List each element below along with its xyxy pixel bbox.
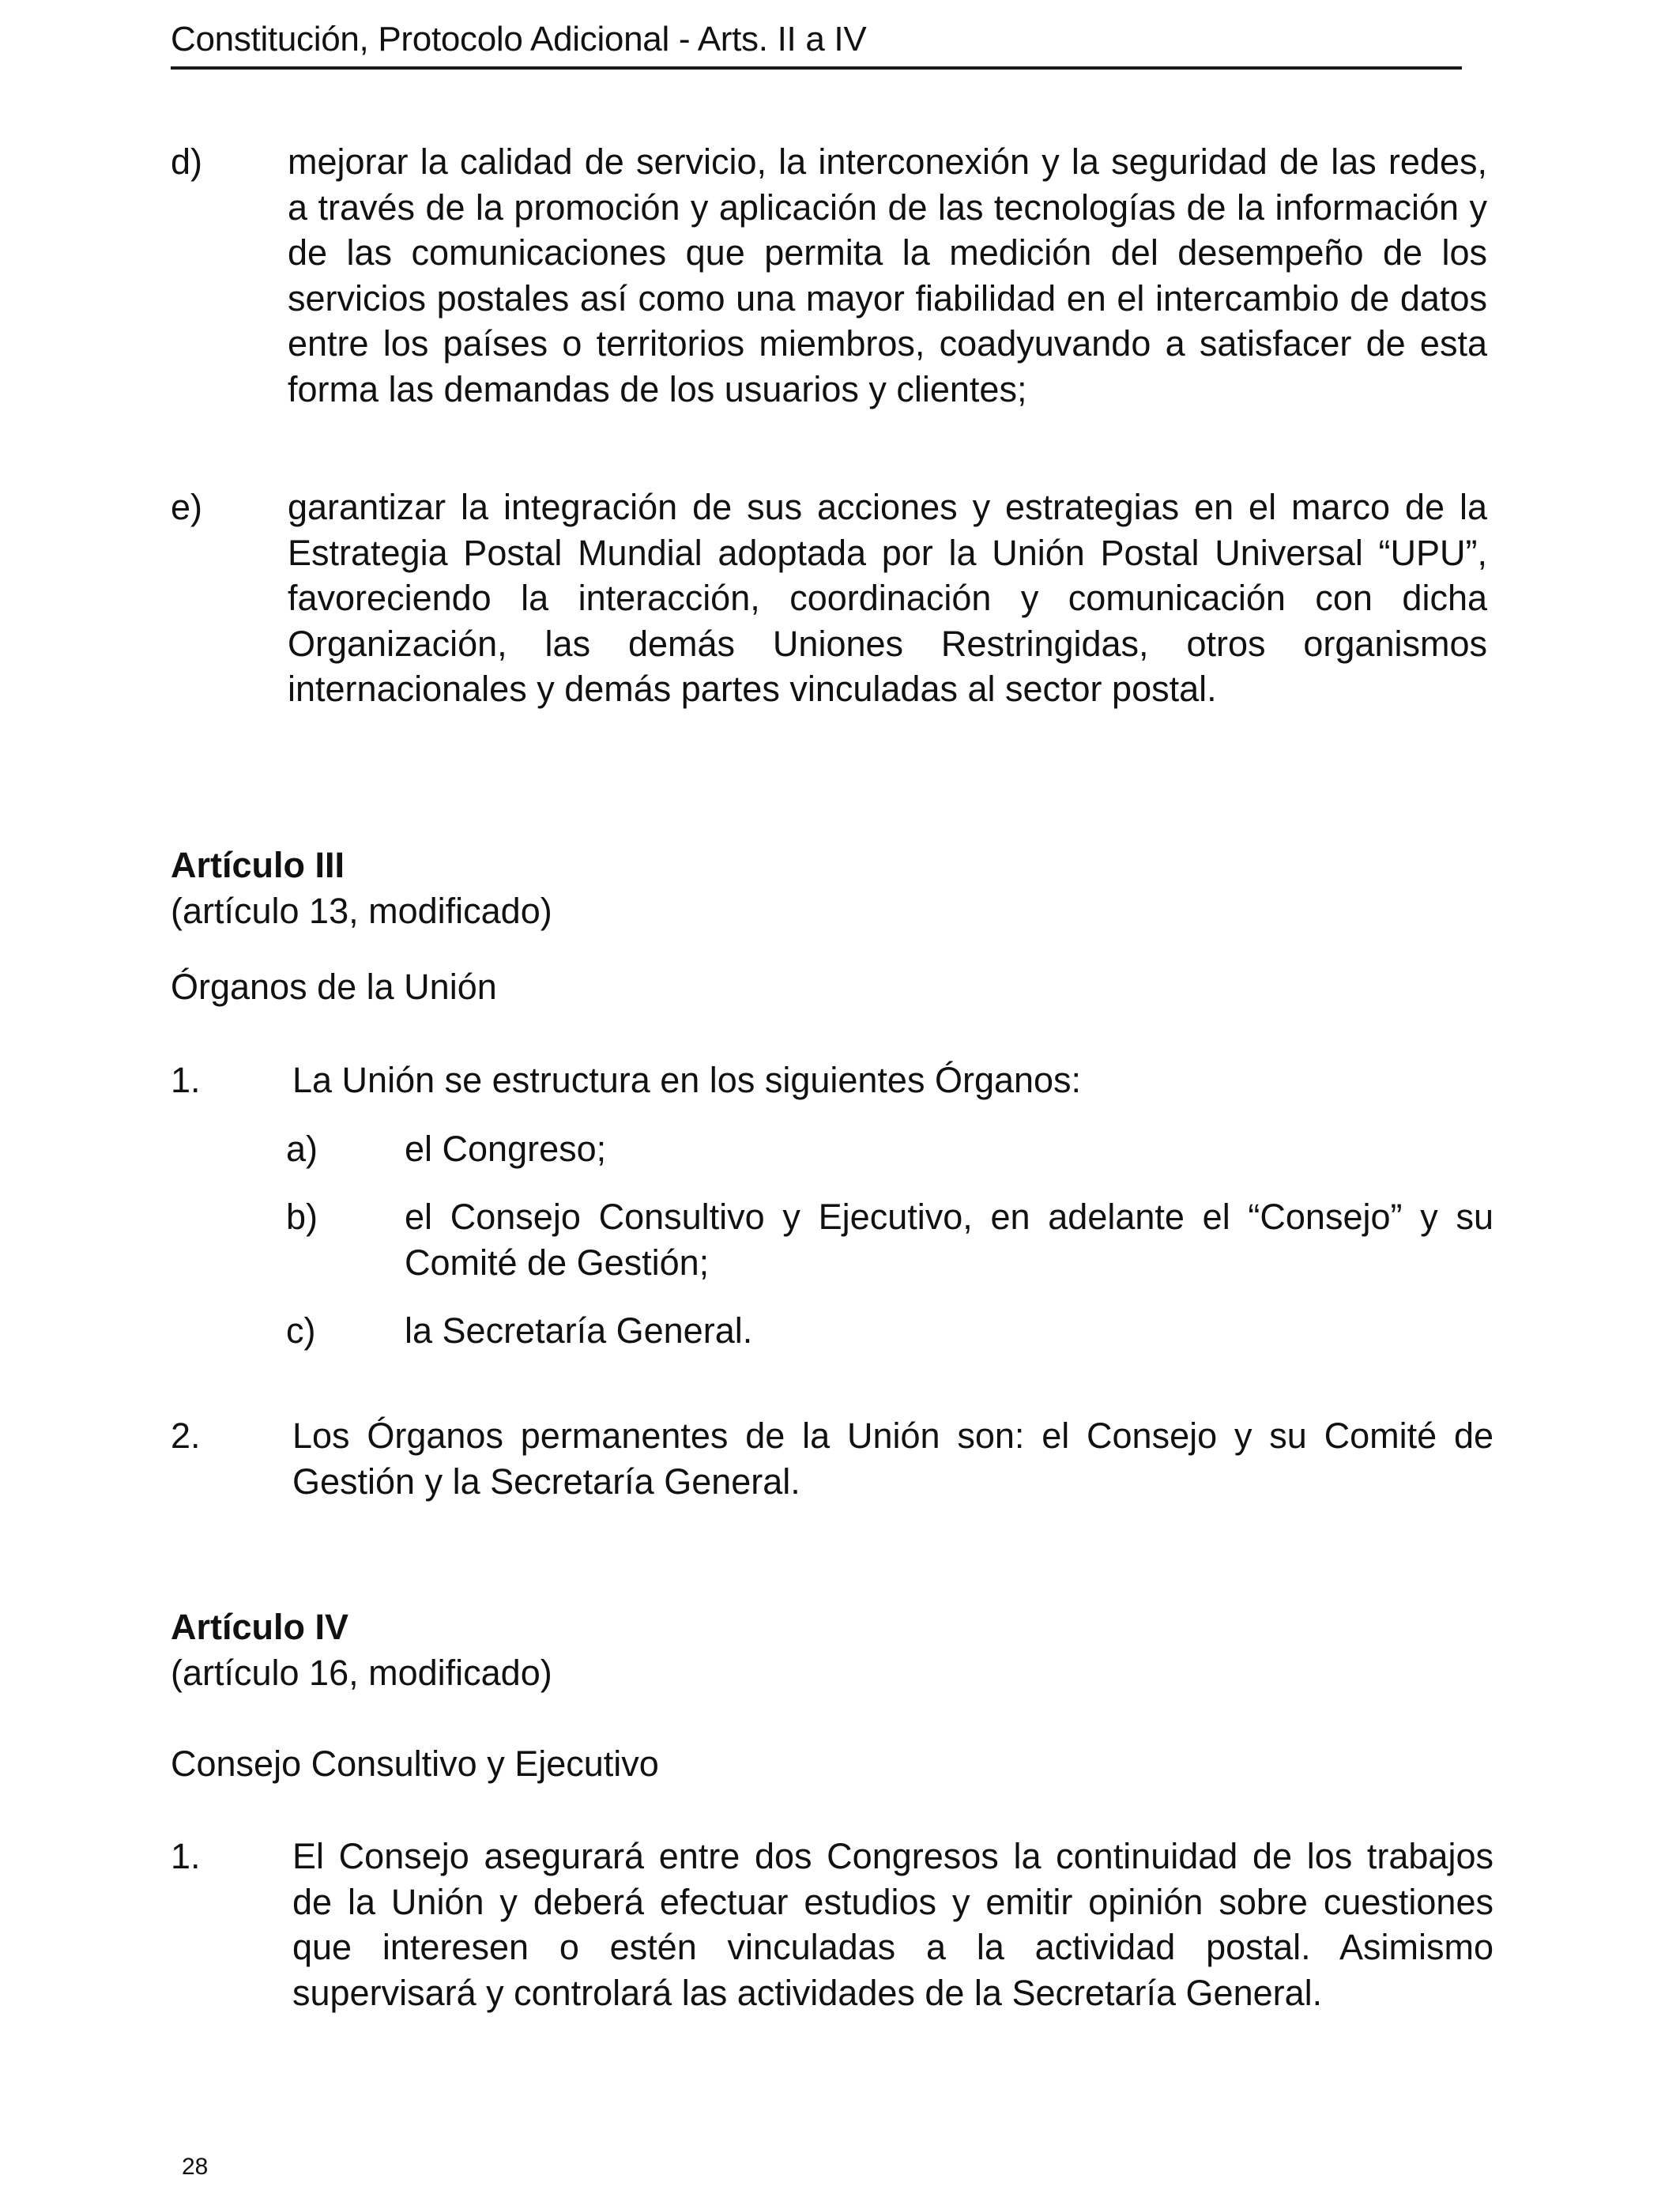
- article-3-title: Órganos de la Unión: [171, 967, 497, 1007]
- article-4-title: Consejo Consultivo y Ejecutivo: [171, 1744, 659, 1784]
- article-3-item-2-text: Los Órganos permanentes de la Unión son: el Consejo y su Comité de Gestión y la Secretaría General.: [292, 1416, 1494, 1502]
- item-d-label: d): [171, 141, 203, 182]
- article-4-item-1-text: El Consejo asegurará entre dos Congresos la continuidad de los trabajos de la Unión y deberá efectuar estudios y emitir opinión sobre cuestiones que interesen o estén vinculadas a la actividad postal. Asimismo supervisará y controlará las actividades de la Secretaría General.: [292, 1836, 1494, 2013]
- article-3-heading: Artículo III: [171, 845, 345, 885]
- article-3-subheading: (artículo 13, modificado): [171, 891, 552, 931]
- article-3-subitem-b-label: b): [286, 1197, 318, 1237]
- page-number: 28: [182, 2154, 209, 2180]
- article-3-item-1-text: La Unión se estructura en los siguientes Órganos:: [292, 1060, 1082, 1100]
- article-3-subitem-c-text: la Secretaría General.: [405, 1310, 753, 1351]
- item-d-text: mejorar la calidad de servicio, la interconexión y la seguridad de las redes, a través de la promoción y aplicación de las tecnologías de la información y de las comunicaciones que permita la medición del desempeño de los servicios postales así como una mayor fiabilidad en el intercambio de datos entre los países o territorios miembros, coadyuvando a satisfacer de esta forma las demandas de los usuarios y clientes;: [288, 141, 1487, 409]
- article-3-subitem-c-label: c): [286, 1310, 316, 1351]
- article-3-subitem-a-text: el Congreso;: [405, 1129, 607, 1169]
- item-e-label: e): [171, 487, 203, 527]
- article-3-item-1-label: 1.: [171, 1060, 201, 1100]
- article-3-subitem-a-label: a): [286, 1129, 318, 1169]
- item-e-text: garantizar la integración de sus acciones y estrategias en el marco de la Estrategia Postal Mundial adoptada por la Unión Postal Universal “UPU”, favoreciendo la interacción, coordinación y comunicación con dicha Organización, las demás Uniones Restringidas, otros organismos internacionales y demás partes vinculadas al sector postal.: [288, 487, 1487, 709]
- article-3-subitem-b-text: el Consejo Consultivo y Ejecutivo, en adelante el “Consejo” y su Comité de Gestión;: [405, 1197, 1494, 1283]
- article-4-subheading: (artículo 16, modificado): [171, 1653, 552, 1693]
- article-4-heading: Artículo IV: [171, 1607, 349, 1647]
- running-header-title: Constitución, Protocolo Adicional - Arts. II a IV: [171, 20, 867, 58]
- article-3-item-2-label: 2.: [171, 1416, 201, 1456]
- running-header: [171, 11, 1462, 70]
- article-4-item-1-label: 1.: [171, 1836, 201, 1876]
